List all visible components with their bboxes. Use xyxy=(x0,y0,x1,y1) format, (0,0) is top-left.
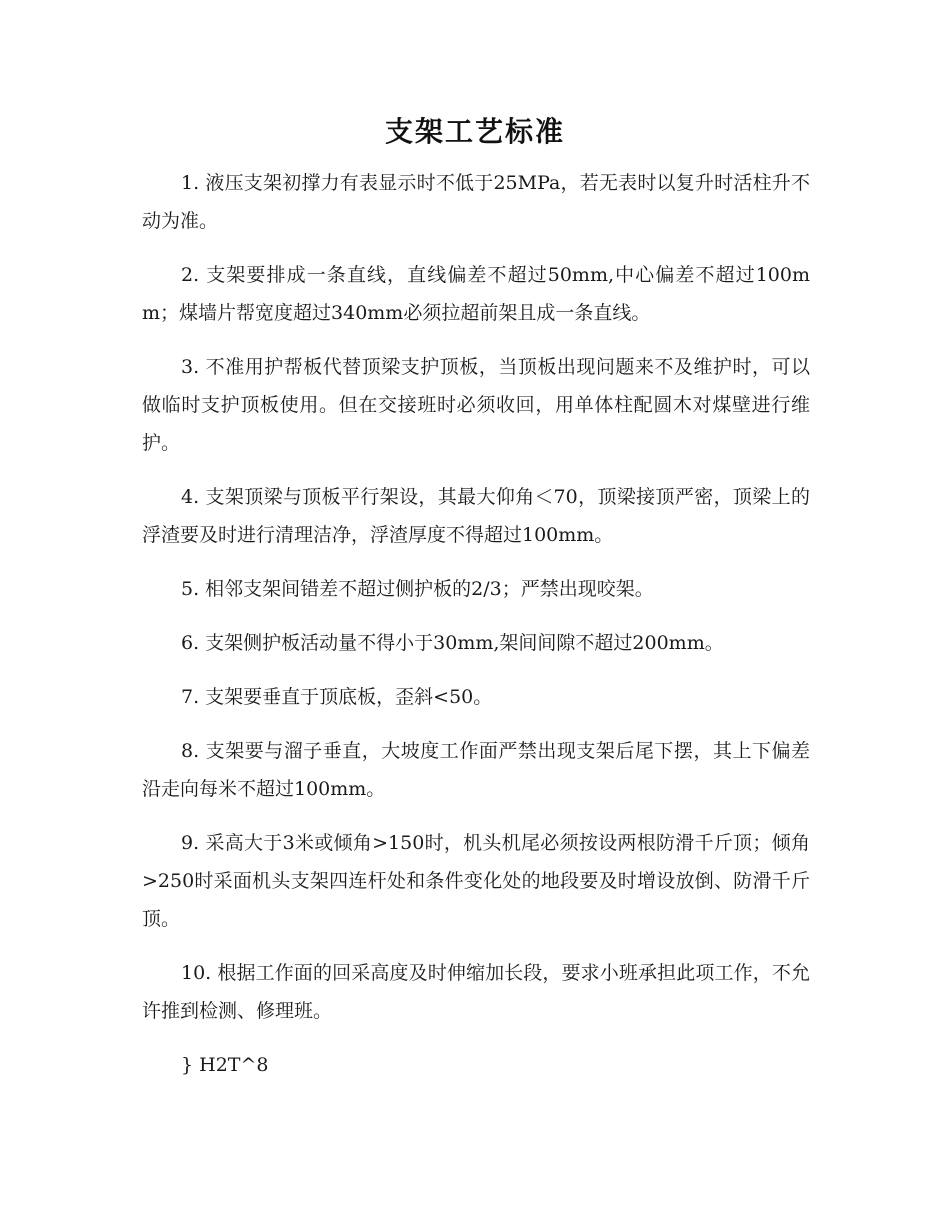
paragraph-4: 4. 支架顶梁与顶板平行架设，其最大仰角＜70，顶梁接顶严密，顶梁上的浮渣要及时进行清理洁净，浮渣厚度不得超过100mm。 xyxy=(142,486,810,546)
paragraph-7: 7. 支架要垂直于顶底板，歪斜<50。 xyxy=(181,686,493,708)
paragraph-5: 5. 相邻支架间错差不超过侧护板的2/3；严禁出现咬架。 xyxy=(181,578,654,600)
document-title: 支架工艺标准 xyxy=(384,115,565,148)
paragraph-6: 6. 支架侧护板活动量不得小于30mm,架间间隙不超过200mm。 xyxy=(181,632,724,654)
paragraph-1: 1. 液压支架初撑力有表显示时不低于25MPa，若无表时以复升时活柱升不动为准。 xyxy=(142,172,810,232)
paragraph-8: 8. 支架要与溜子垂直，大坡度工作面严禁出现支架后尾下摆，其上下偏差沿走向每米不超过100mm。 xyxy=(142,740,810,800)
paragraph-2: 2. 支架要排成一条直线，直线偏差不超过50mm,中心偏差不超过100mm；煤墙片帮宽度超过340mm必须拉超前架且成一条直线。 xyxy=(142,264,810,324)
trailing-fragment: } H2T^8 xyxy=(181,1054,269,1076)
document-body xyxy=(142,164,810,1084)
paragraph-9: 9. 采高大于3米或倾角>150时，机头机尾必须按设两根防滑千斤顶；倾角>250时采面机头支架四连杆处和条件变化处的地段要及时增设放倒、防滑千斤顶。 xyxy=(142,832,810,930)
paragraph-10: 10. 根据工作面的回采高度及时伸缩加长段，要求小班承担此项工作，不允许推到检测、修理班。 xyxy=(142,962,810,1022)
paragraph-3: 3. 不准用护帮板代替顶梁支护顶板，当顶板出现问题来不及维护时，可以做临时支护顶板使用。但在交接班时必须收回，用单体柱配圆木对煤壁进行维护。 xyxy=(142,356,810,454)
